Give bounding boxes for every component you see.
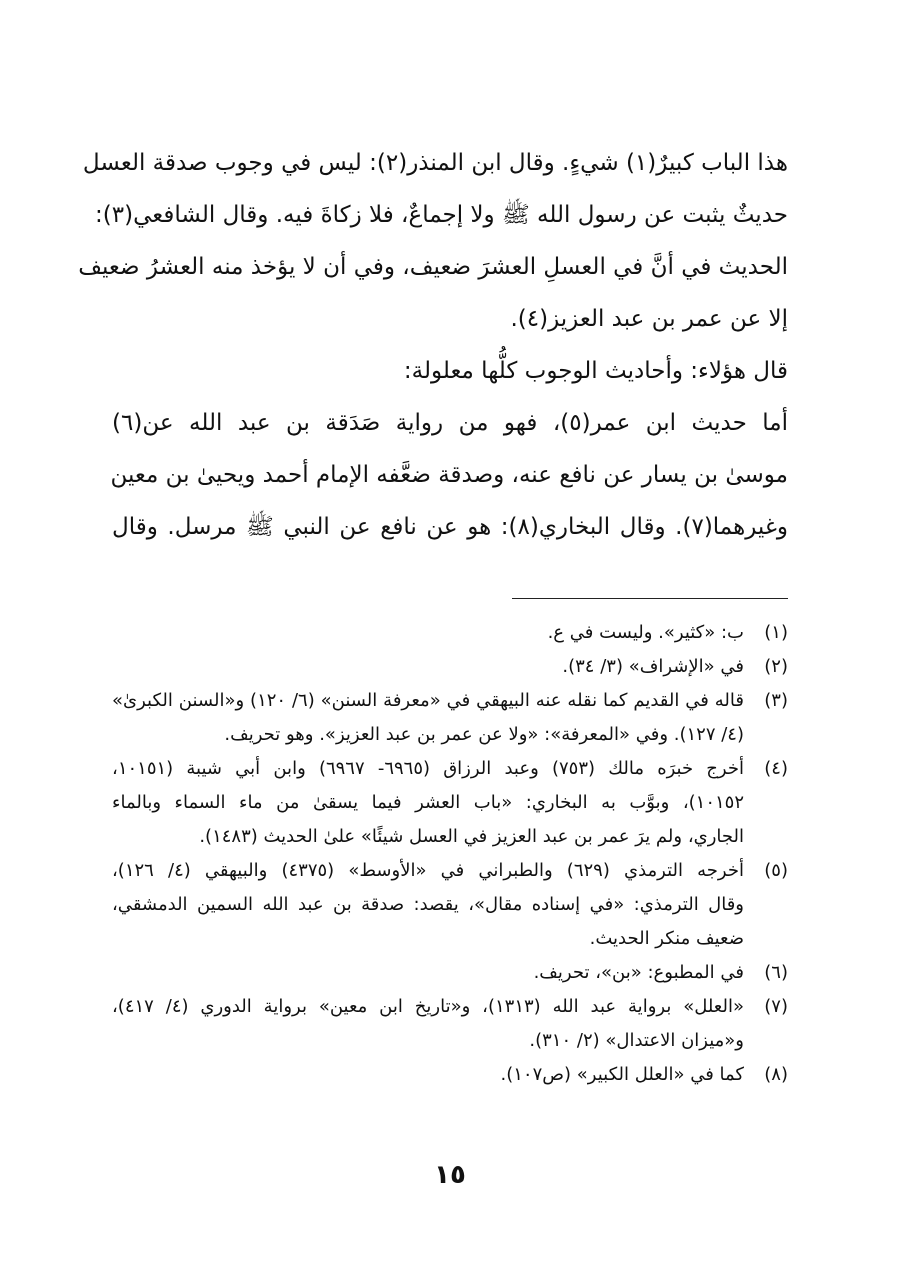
main-line: هذا الباب كبيرٌ(١) شيءٍ. وقال ابن المنذر(٢): ليس في وجوب صدقة العسل [82, 150, 788, 176]
footnote-line: وقال الترمذي: «في إسناده مقال»، يقصد: صدقة بن عبد الله السمين الدمشقي، [112, 894, 744, 915]
footnote-line: أخرجه الترمذي (٦٢٩) والطبراني في «الأوسط» (٤٣٧٥) والبيهقي (٤/ ١٢٦)، [112, 860, 744, 881]
main-line: الحديث في أنَّ في العسلِ العشرَ ضعيف، وفي أن لا يؤخذ منه العشرُ ضعيف [78, 254, 788, 280]
footnote [112, 956, 788, 990]
footnote-number: (٨) [764, 1064, 788, 1085]
footnote [112, 752, 788, 854]
footnote-line: ضعيف منكر الحديث. [589, 928, 744, 949]
footnotes [112, 616, 788, 1092]
footnote-number: (١) [764, 622, 788, 643]
main-line: موسىٰ بن يسار عن نافع عنه، وصدقة ضعَّفه الإمام أحمد ويحيىٰ بن معين [110, 462, 788, 488]
footnote-number: (٢) [764, 656, 788, 677]
main-line: إلا عن عمر بن عبد العزيز(٤). [510, 306, 788, 332]
footnote-line: «العلل» برواية عبد الله (١٣١٣)، و«تاريخ ابن معين» برواية الدوري (٤/ ٤١٧)، [112, 996, 744, 1017]
footnote [112, 990, 788, 1058]
page-number: ١٥ [434, 1160, 466, 1190]
footnote [112, 650, 788, 684]
footnote-line: كما في «العلل الكبير» (ص١٠٧). [500, 1064, 744, 1085]
footnote [112, 616, 788, 650]
footnote-number: (٤) [764, 758, 788, 779]
footnote-line: أخرج خبرَه مالك (٧٥٣) وعبد الرزاق (٦٩٦٥- ٦٩٦٧) وابن أبي شيبة (١٠١٥١، [112, 758, 744, 779]
footnote-line: الجاري، ولم يرَ عمر بن عبد العزيز في العسل شيئًا» علىٰ الحديث (١٤٨٣). [199, 826, 744, 847]
main-line: حديثٌ يثبت عن رسول الله ﷺ ولا إجماعٌ، فلا زكاةَ فيه. وقال الشافعي(٣): [95, 202, 788, 228]
main-line: وغيرهما(٧). وقال البخاري(٨): هو عن نافع عن النبي ﷺ مرسل. وقال [112, 514, 788, 540]
main-line: أما حديث ابن عمر(٥)، فهو من رواية صَدَقة بن عبد الله عن(٦) [112, 410, 788, 436]
main-text [78, 148, 788, 564]
footnote-number: (٣) [764, 690, 788, 711]
footnote-line: في «الإشراف» (٣/ ٣٤). [562, 656, 744, 677]
footnote-line: ١٠١٥٢)، وبوَّب به البخاري: «باب العشر فيما يسقىٰ من ماء السماء وبالماء [112, 792, 744, 813]
footnote [112, 854, 788, 956]
footnote [112, 1058, 788, 1092]
footnote-number: (٦) [764, 962, 788, 983]
footnote-number: (٥) [764, 860, 788, 881]
footnote-line: (٤/ ١٢٧). وفي «المعرفة»: «ولا عن عمر بن عبد العزيز». وهو تحريف. [224, 724, 744, 745]
main-line: قال هؤلاء: وأحاديث الوجوب كلُّها معلولة: [403, 358, 788, 384]
footnote [112, 684, 788, 752]
footnote-line: ب: «كثير». وليست في ع. [547, 622, 744, 643]
footnote-line: و«ميزان الاعتدال» (٢/ ٣١٠). [529, 1030, 744, 1051]
footnote-separator [512, 598, 788, 599]
footnote-line: في المطبوع: «بن»، تحريف. [533, 962, 744, 983]
footnote-number: (٧) [764, 996, 788, 1017]
footnote-line: قاله في القديم كما نقله عنه البيهقي في «معرفة السنن» (٦/ ١٢٠) و«السنن الكبرىٰ» [112, 690, 744, 711]
